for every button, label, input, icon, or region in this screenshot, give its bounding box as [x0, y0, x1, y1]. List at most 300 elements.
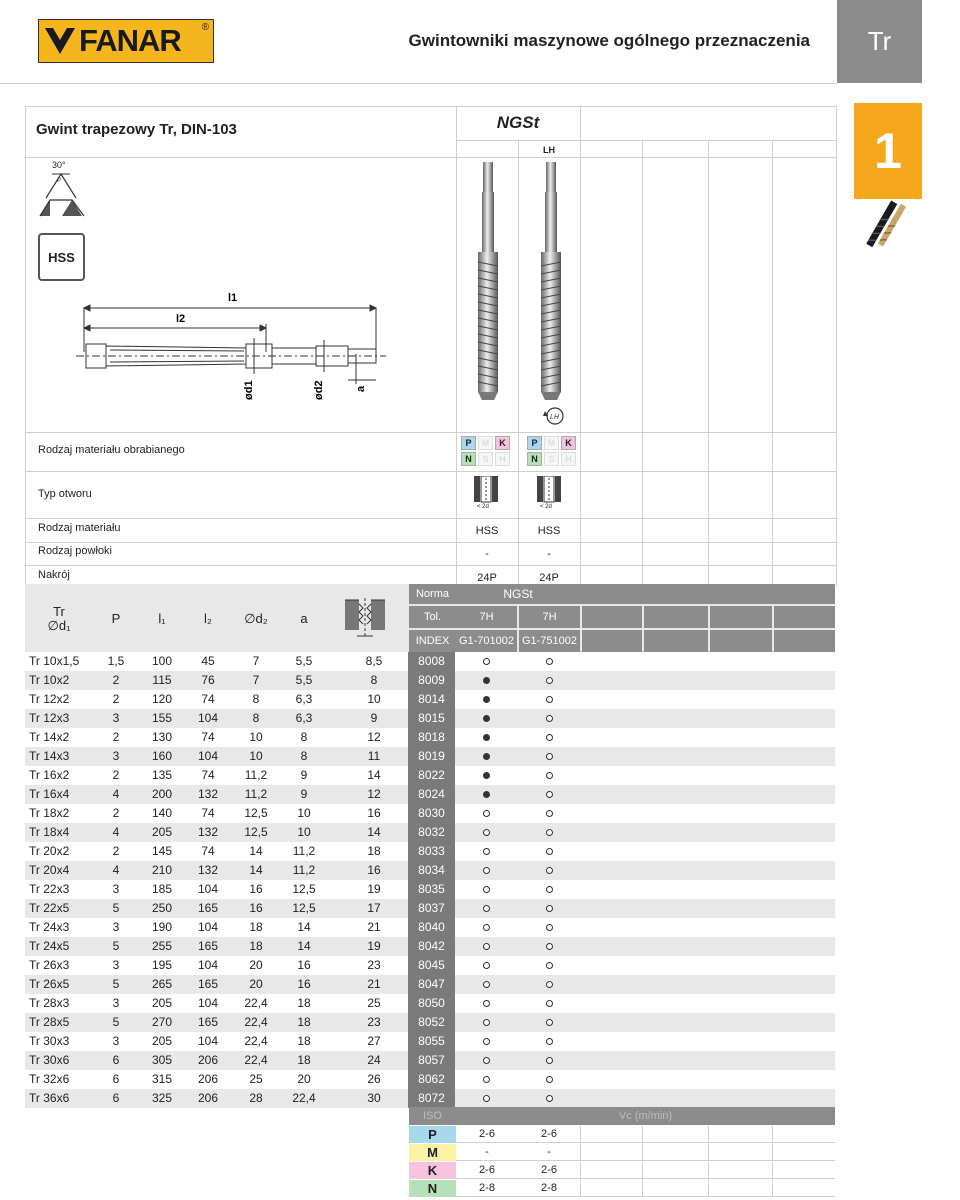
cell-len: 9: [370, 711, 378, 725]
frame-col-5: [708, 140, 709, 586]
availability-stock-icon: [483, 791, 490, 798]
cell-len: 10: [367, 692, 381, 706]
availability-stock-icon: [483, 696, 490, 703]
cell-tr: Tr 28x5: [29, 1015, 70, 1029]
cell-d2: 11,2: [244, 768, 268, 782]
frame-col-1: [456, 106, 457, 586]
availability-order-icon: [546, 810, 553, 817]
iso-divider: [708, 1126, 709, 1143]
iso-cutting-speed: -: [485, 1146, 489, 1158]
material-s: S: [478, 452, 493, 466]
availability-order-icon: [546, 981, 553, 988]
tap-image-left-hand: [537, 162, 565, 407]
cell-len: 25: [367, 996, 381, 1010]
cell-len: 16: [367, 806, 381, 820]
availability-order-icon: [483, 1019, 490, 1026]
cell-index: 8037: [408, 899, 455, 918]
table-row: [25, 1013, 835, 1032]
cell-l2: 206: [197, 1072, 219, 1086]
cell-l2: 132: [197, 787, 219, 801]
cell-l1: 130: [151, 730, 173, 744]
cell-len: 16: [367, 863, 381, 877]
index-empty: [710, 630, 772, 652]
index-label: INDEX: [409, 630, 456, 652]
iso-cutting-speed: 2-6: [479, 1128, 495, 1140]
table-row: [25, 766, 835, 785]
cell-tr: Tr 14x2: [29, 730, 70, 744]
material-n: N: [461, 452, 476, 466]
cell-l2: 104: [197, 996, 219, 1010]
iso-divider: [642, 1162, 643, 1179]
frame-row-material: [25, 542, 837, 543]
cell-index: 8018: [408, 728, 455, 747]
cell-tr: Tr 26x5: [29, 977, 70, 991]
col-head-tr: [25, 605, 93, 633]
iso-divider: [708, 1162, 709, 1179]
cell-index: 8024: [408, 785, 455, 804]
col-head-a: a: [300, 611, 308, 626]
frame-left: [25, 106, 26, 586]
left-hand-rotation-label: LH: [550, 414, 559, 421]
table-row: [25, 1089, 835, 1108]
cell-len: 17: [367, 901, 381, 915]
cell-index: 8045: [408, 956, 455, 975]
cell-len: 19: [367, 882, 381, 896]
availability-order-icon: [546, 734, 553, 741]
table-row: [25, 956, 835, 975]
cell-tr: Tr 30x6: [29, 1053, 70, 1067]
workpiece-materials-left-hand: [527, 436, 576, 466]
cell-p: 3: [112, 996, 120, 1010]
availability-stock-icon: [483, 715, 490, 722]
cell-l2: 74: [201, 692, 215, 706]
cell-p: 2: [112, 768, 120, 782]
cell-d2: 7: [252, 654, 260, 668]
cell-l2: 74: [201, 730, 215, 744]
col-head-l2: l₂: [204, 611, 212, 626]
cell-a: 8: [300, 730, 308, 744]
cell-len: 30: [367, 1091, 381, 1105]
cell-len: 24: [367, 1053, 381, 1067]
frame-row-drawing: [25, 432, 837, 433]
cell-l2: 74: [201, 844, 215, 858]
col-head-tr-line1: Tr: [53, 604, 65, 619]
cell-a: 12,5: [292, 882, 316, 896]
table-row: [25, 1070, 835, 1089]
frame-col-4: [642, 140, 643, 586]
table-row: [25, 994, 835, 1013]
hss-badge: HSS: [38, 233, 85, 281]
cell-d2: 18: [249, 920, 263, 934]
cell-d2: 14: [249, 844, 263, 858]
cell-len: 12: [367, 730, 381, 744]
material-label: Rodzaj materiału: [38, 522, 121, 534]
table-row: [25, 918, 835, 937]
coating-value: -: [485, 548, 489, 560]
cell-a: 20: [297, 1072, 311, 1086]
cell-d2: 10: [249, 730, 263, 744]
availability-order-icon: [546, 1000, 553, 1007]
cell-l2: 76: [201, 673, 215, 687]
iso-label: ISO: [409, 1107, 456, 1125]
cell-index: 8040: [408, 918, 455, 937]
material-m: M: [544, 436, 559, 450]
table-row: [25, 1051, 835, 1070]
material-p: P: [461, 436, 476, 450]
table-row: [25, 861, 835, 880]
dim-d2-label: ød2: [313, 380, 325, 400]
cell-a: 18: [297, 1034, 311, 1048]
iso-divider: [772, 1144, 773, 1161]
cell-l2: 104: [197, 958, 219, 972]
availability-order-icon: [546, 1019, 553, 1026]
cell-tr: Tr 24x5: [29, 939, 70, 953]
index-empty: [582, 630, 642, 652]
availability-order-icon: [483, 924, 490, 931]
availability-order-icon: [546, 658, 553, 665]
cell-tr: Tr 32x6: [29, 1072, 70, 1086]
thread-length-icon: [343, 596, 387, 645]
cell-index: 8015: [408, 709, 455, 728]
cell-d2: 16: [249, 901, 263, 915]
availability-order-icon: [546, 829, 553, 836]
cell-d2: 11,2: [244, 787, 268, 801]
availability-order-icon: [483, 1095, 490, 1102]
product-title: Gwint trapezowy Tr, DIN-103: [36, 121, 237, 138]
brand-name: FANAR: [79, 23, 181, 58]
availability-order-icon: [483, 962, 490, 969]
availability-order-icon: [483, 981, 490, 988]
cell-p: 5: [112, 939, 120, 953]
cell-tr: Tr 22x3: [29, 882, 70, 896]
cell-p: 3: [112, 920, 120, 934]
availability-order-icon: [483, 905, 490, 912]
availability-order-icon: [546, 943, 553, 950]
cell-a: 5,5: [295, 654, 313, 668]
cell-l1: 205: [151, 1034, 173, 1048]
cell-d2: 20: [249, 977, 263, 991]
dim-l2-label: l2: [176, 313, 186, 325]
cell-l1: 115: [152, 673, 172, 687]
cell-l1: 185: [151, 882, 173, 896]
availability-order-icon: [483, 658, 490, 665]
frame-col-3: [580, 106, 581, 586]
iso-divider: [642, 1180, 643, 1197]
cell-len: 19: [367, 939, 381, 953]
cell-l1: 305: [151, 1053, 173, 1067]
cell-l2: 104: [197, 1034, 219, 1048]
availability-order-icon: [546, 886, 553, 893]
cell-tr: Tr 18x2: [29, 806, 70, 820]
cell-index: 8008: [408, 652, 455, 671]
availability-order-icon: [546, 867, 553, 874]
tol-empty: [710, 606, 772, 628]
cell-l2: 165: [197, 1015, 219, 1029]
cell-p: 1,5: [107, 654, 125, 668]
tol-label: Tol.: [409, 606, 456, 628]
iso-cutting-speed: 2-6: [541, 1128, 557, 1140]
cell-p: 5: [112, 977, 120, 991]
cell-d2: 18: [249, 939, 263, 953]
availability-stock-icon: [483, 734, 490, 741]
availability-order-icon: [546, 791, 553, 798]
cell-len: 21: [367, 920, 381, 934]
cell-p: 6: [112, 1072, 120, 1086]
iso-divider: [580, 1144, 581, 1161]
availability-stock-icon: [483, 753, 490, 760]
cell-a: 8: [300, 749, 308, 763]
cell-l1: 315: [151, 1072, 173, 1086]
coating-label: Rodzaj powłoki: [38, 545, 112, 557]
availability-order-icon: [483, 848, 490, 855]
hole-type-label: Typ otworu: [38, 488, 92, 500]
cell-index: 8022: [408, 766, 455, 785]
left-hand-label: LH: [543, 145, 555, 155]
cell-p: 3: [112, 958, 120, 972]
cell-tr: Tr 20x2: [29, 844, 70, 858]
material-h: H: [495, 452, 510, 466]
cell-p: 3: [112, 749, 120, 763]
tap-dimension-drawing: [76, 288, 386, 411]
iso-divider: [580, 1126, 581, 1143]
norma-label: Norma: [409, 584, 456, 604]
availability-order-icon: [483, 1076, 490, 1083]
frame-row-title: [25, 157, 837, 158]
cell-index: 8057: [408, 1051, 455, 1070]
availability-order-icon: [483, 1000, 490, 1007]
iso-divider: [772, 1180, 773, 1197]
col-head-l1: l₁: [158, 611, 166, 626]
tol-value: 7H: [519, 606, 580, 628]
table-row: [25, 804, 835, 823]
thread-angle-label: 30°: [52, 160, 66, 170]
table-row: [25, 880, 835, 899]
cell-p: 4: [112, 787, 120, 801]
cell-a: 10: [297, 825, 311, 839]
frame-row-hole: [25, 518, 837, 519]
cell-p: 2: [112, 730, 120, 744]
material-value: HSS: [537, 525, 561, 537]
iso-material-key: M: [409, 1144, 456, 1161]
cell-len: 23: [367, 958, 381, 972]
cell-tr: Tr 24x3: [29, 920, 70, 934]
cell-d2: 25: [249, 1072, 263, 1086]
thread-profile-icon: [38, 160, 88, 223]
cell-index: 8062: [408, 1070, 455, 1089]
cell-l1: 210: [151, 863, 173, 877]
tol-value: 7H: [456, 606, 517, 628]
cell-tr: Tr 36x6: [29, 1091, 70, 1105]
coating-value: -: [547, 548, 551, 560]
iso-divider: [772, 1126, 773, 1143]
cell-d2: 28: [249, 1091, 263, 1105]
dim-a-label: a: [355, 385, 367, 392]
cell-a: 16: [297, 958, 311, 972]
cell-index: 8072: [408, 1089, 455, 1108]
cell-p: 6: [112, 1053, 120, 1067]
material-value: HSS: [475, 525, 499, 537]
availability-order-icon: [483, 867, 490, 874]
material-h: H: [561, 452, 576, 466]
frame-col-6: [772, 140, 773, 586]
iso-cutting-speed: 2-8: [479, 1182, 495, 1194]
cell-len: 14: [367, 768, 381, 782]
availability-stock-icon: [483, 677, 490, 684]
cell-d2: 20: [249, 958, 263, 972]
cell-tr: Tr 18x4: [29, 825, 70, 839]
cell-index: 8032: [408, 823, 455, 842]
availability-order-icon: [546, 696, 553, 703]
cell-a: 16: [297, 977, 311, 991]
chapter-badge: 1: [854, 103, 922, 199]
cell-len: 12: [367, 787, 381, 801]
cell-l1: 195: [151, 958, 173, 972]
cell-len: 11: [367, 749, 381, 763]
cell-l1: 190: [151, 920, 173, 934]
iso-material-key: P: [409, 1126, 456, 1143]
iso-row: [409, 1144, 835, 1161]
table-row: [25, 899, 835, 918]
col-head-p: P: [111, 611, 121, 626]
availability-stock-icon: [483, 772, 490, 779]
iso-material-key: N: [409, 1180, 456, 1197]
availability-order-icon: [546, 753, 553, 760]
cell-l1: 135: [151, 768, 173, 782]
cell-l1: 200: [151, 787, 173, 801]
index-empty: [774, 630, 835, 652]
cell-a: 22,4: [292, 1091, 316, 1105]
cell-index: 8014: [408, 690, 455, 709]
tol-empty: [582, 606, 642, 628]
cell-a: 9: [300, 787, 308, 801]
iso-divider: [580, 1180, 581, 1197]
cell-tr: Tr 26x3: [29, 958, 70, 972]
cell-index: 8009: [408, 671, 455, 690]
iso-material-key: K: [409, 1162, 456, 1179]
brand-logo: [38, 19, 214, 63]
availability-order-icon: [483, 829, 490, 836]
cell-tr: Tr 10x1,5: [29, 654, 80, 668]
cell-index: 8047: [408, 975, 455, 994]
registered-mark: ®: [201, 22, 209, 33]
availability-order-icon: [546, 962, 553, 969]
cell-p: 2: [112, 673, 120, 687]
cell-len: 23: [367, 1015, 381, 1029]
cell-l1: 270: [151, 1015, 173, 1029]
cell-a: 6,3: [295, 692, 313, 706]
material-n: N: [527, 452, 542, 466]
col-head-d2: ∅d₂: [244, 611, 268, 626]
frame-row-workpiece: [25, 471, 837, 472]
cell-len: 21: [367, 977, 381, 991]
availability-order-icon: [483, 1057, 490, 1064]
cell-l1: 205: [151, 825, 173, 839]
table-row: [25, 671, 835, 690]
cell-tr: Tr 16x4: [29, 787, 70, 801]
cell-p: 3: [112, 882, 120, 896]
cell-a: 18: [297, 1053, 311, 1067]
cell-l2: 132: [197, 863, 219, 877]
cell-tr: Tr 30x3: [29, 1034, 70, 1048]
dim-d1-label: ød1: [243, 380, 255, 400]
norma-value: NGSt: [456, 584, 580, 604]
cell-l2: 165: [197, 901, 219, 915]
cell-a: 9: [300, 768, 308, 782]
cell-l2: 132: [197, 825, 219, 839]
workpiece-materials-standard: [461, 436, 510, 466]
index-code: G1-751002: [519, 630, 580, 652]
cell-len: 18: [367, 844, 381, 858]
cell-a: 14: [297, 920, 311, 934]
cell-a: 11,2: [292, 863, 316, 877]
cell-p: 6: [112, 1091, 120, 1105]
cell-p: 4: [112, 825, 120, 839]
cell-l2: 74: [201, 768, 215, 782]
material-k: K: [561, 436, 576, 450]
frame-top: [25, 106, 837, 107]
cell-l1: 120: [151, 692, 173, 706]
iso-divider: [772, 1162, 773, 1179]
cell-index: 8052: [408, 1013, 455, 1032]
material-s: S: [544, 452, 559, 466]
col-head-tr-line2: ∅d₁: [47, 618, 71, 633]
cell-index: 8042: [408, 937, 455, 956]
table-row: [25, 728, 835, 747]
cell-d2: 10: [249, 749, 263, 763]
cell-l1: 100: [151, 654, 173, 668]
drills-icon: [858, 197, 918, 256]
cell-p: 3: [112, 1034, 120, 1048]
cell-d2: 22,4: [244, 1015, 268, 1029]
page-title: Gwintowniki maszynowe ogólnego przeznaczenia: [408, 31, 810, 50]
iso-cutting-speed: -: [547, 1146, 551, 1158]
cell-l1: 265: [151, 977, 173, 991]
cell-l2: 74: [201, 806, 215, 820]
availability-order-icon: [546, 715, 553, 722]
frame-row-coating: [25, 565, 837, 566]
cell-d2: 8: [252, 692, 260, 706]
cell-p: 4: [112, 863, 120, 877]
cell-d2: 7: [252, 673, 260, 687]
cell-p: 2: [112, 806, 120, 820]
iso-divider: [708, 1144, 709, 1161]
table-row: [25, 690, 835, 709]
cell-l2: 165: [197, 977, 219, 991]
availability-order-icon: [483, 810, 490, 817]
cell-p: 5: [112, 1015, 120, 1029]
cell-d2: 12,5: [244, 806, 268, 820]
cell-len: 26: [367, 1072, 381, 1086]
cell-tr: Tr 28x3: [29, 996, 70, 1010]
availability-order-icon: [546, 1038, 553, 1045]
table-row: [25, 652, 835, 671]
svg-text:P: P: [57, 178, 62, 184]
cell-l1: 145: [151, 844, 173, 858]
logo-v-mark-icon: [39, 19, 79, 63]
cell-l1: 140: [151, 806, 173, 820]
chamfer-value: 24P: [477, 572, 497, 584]
table-row: [25, 747, 835, 766]
cell-a: 18: [297, 1015, 311, 1029]
availability-order-icon: [546, 772, 553, 779]
availability-order-icon: [546, 924, 553, 931]
cell-p: 5: [112, 901, 120, 915]
availability-order-icon: [483, 886, 490, 893]
cell-a: 11,2: [292, 844, 316, 858]
cell-len: 8,5: [365, 654, 383, 668]
cell-len: 14: [367, 825, 381, 839]
cell-tr: Tr 10x2: [29, 673, 70, 687]
